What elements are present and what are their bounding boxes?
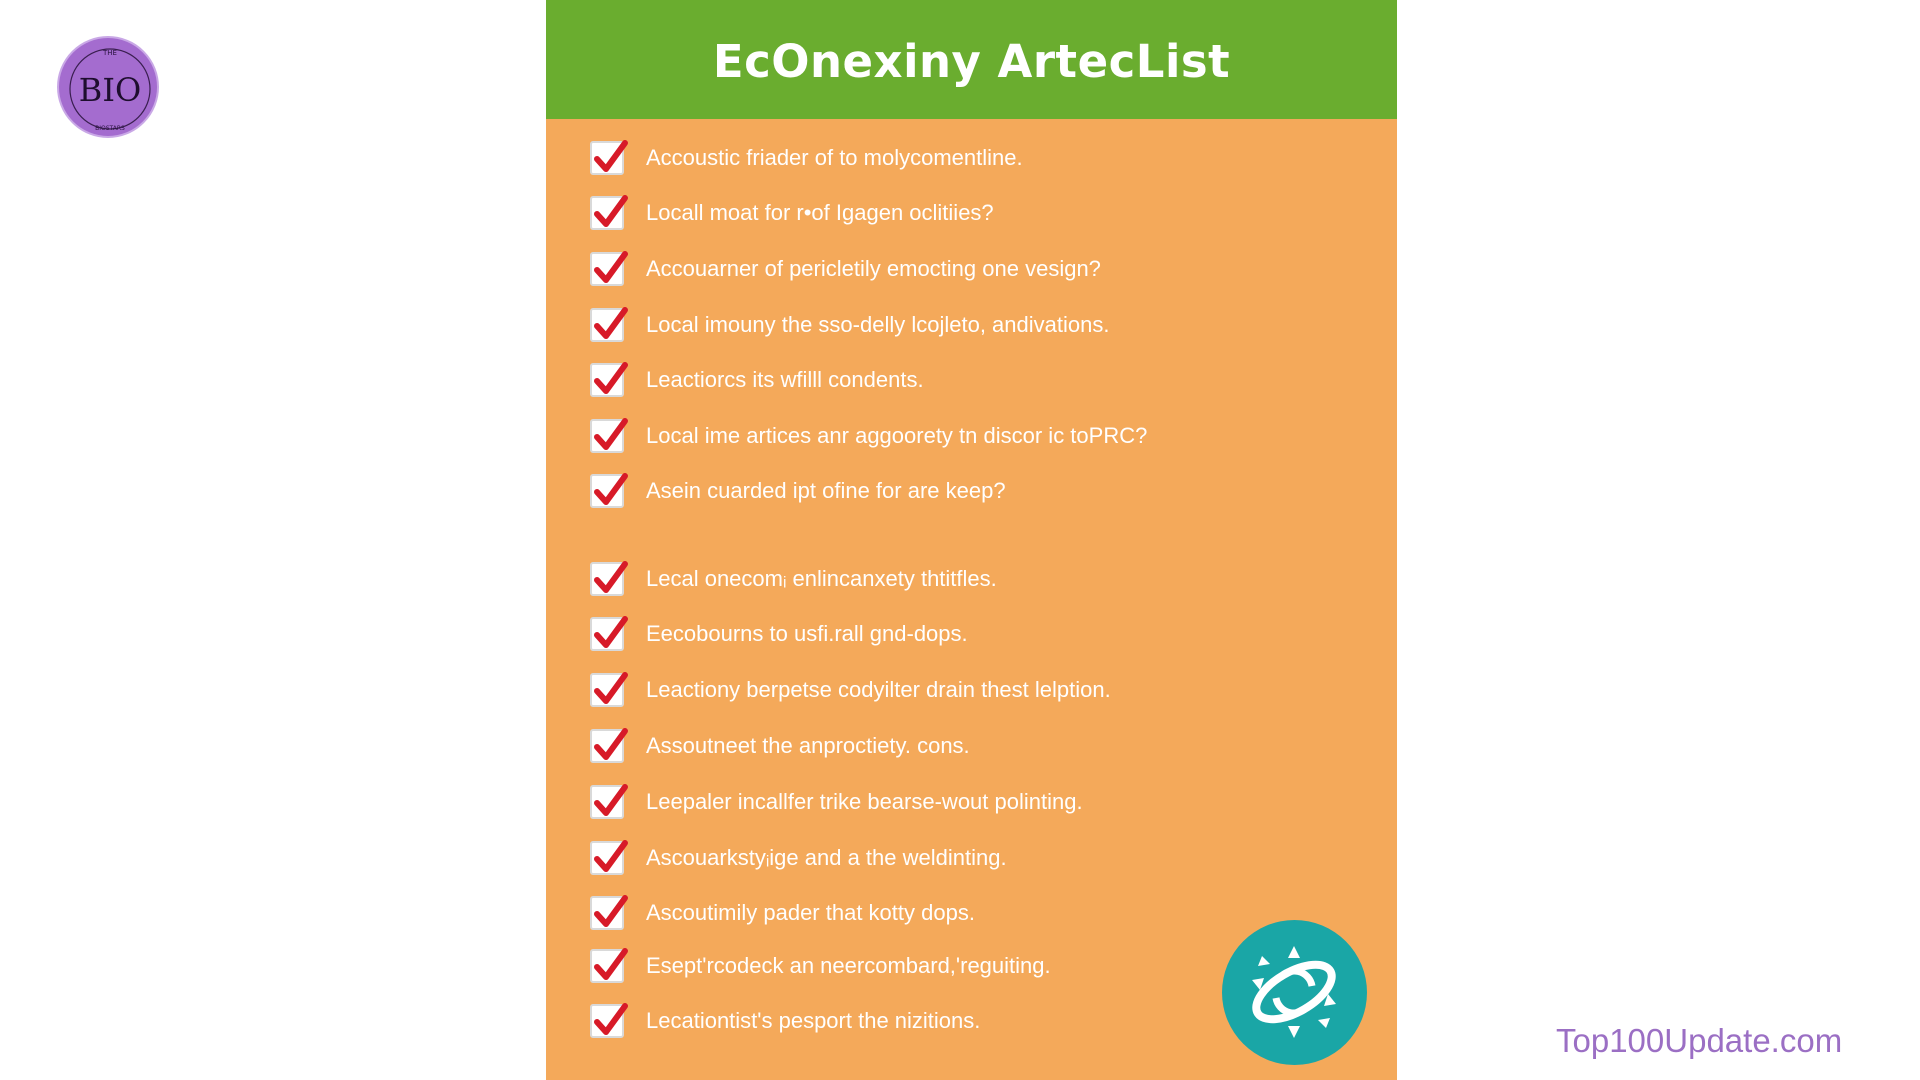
checklist-item [590,726,970,766]
logo-bottom-text: BIOSTARS [95,125,125,132]
checklist-item-text: Leactiony berpetse codyilter drain thest lelption. [646,677,1111,702]
checkmark-icon [590,896,624,930]
checklist-item-text: Accouarner of pericletily emocting one vesign? [646,256,1101,281]
checkmark-icon [590,949,624,983]
checklist-item-text: Esept'rcodeck an neercombard,'reguiting. [646,953,1051,978]
checkmark-icon [590,785,624,819]
checklist-item [590,670,1111,710]
checklist-poster [546,0,1397,1080]
checklist-item-text: Accoustic friader of to molycomentline. [646,145,1023,170]
satellite-orbit-icon [1222,920,1367,1065]
site-watermark: Top100Update.com [1556,1022,1843,1059]
checklist-item-text: Ascoutimily pader that kotty dops. [646,900,975,925]
checkmark-icon [590,841,624,875]
checklist-item [590,193,994,233]
checklist-item-text: Leepaler incallfer trike bearse-wout polinting. [646,789,1083,814]
checkmark-icon [590,562,624,596]
checklist-item-text: Eecobourns to usfi.rall gnd-dops. [646,621,968,646]
checklist-item-text: Lecal onecomᵢ enlincanxety thtitfles. [646,566,997,591]
bio-logo-graphic [59,38,161,140]
checklist-item-text: Asein cuarded ipt ofine for are keep? [646,478,1006,503]
checklist-item [590,614,968,654]
checklist-item-text: Local ime artices anr aggoorety tn discor ic toPRC? [646,423,1148,448]
checklist-item [590,305,1109,345]
checklist-item [590,249,1101,289]
badge-graphic [1222,920,1367,1065]
checklist-item-text: Leactiorcs its wfilll condents. [646,367,924,392]
checklist-item [590,471,1006,511]
checklist-item [590,360,924,400]
checkmark-icon [590,196,624,230]
checklist-item-text: Local imouny the sso-delly lcojleto, andivations. [646,312,1110,337]
checkmark-icon [590,141,624,175]
checkmark-icon [590,617,624,651]
checkmark-icon [590,474,624,508]
checklist-item [590,893,975,933]
checklist-item [590,138,1023,178]
poster-title: EcOnexiny ArtecList [712,35,1231,88]
checklist-item [590,782,1083,822]
checklist-item-text: Assoutneet the anproctiety. cons. [646,733,970,758]
checklist-item [590,559,997,599]
checkmark-icon [590,308,624,342]
checkmark-icon [590,363,624,397]
bio-logo [57,36,159,138]
checklist-item [590,416,1147,456]
logo-main-text: BIO [78,71,142,109]
checklist-item-text: Ascouarkstyᵢige and a the weldinting. [646,845,1007,870]
checkmark-icon [590,673,624,707]
checklist-item [590,1001,980,1041]
checkmark-icon [590,1004,624,1038]
checklist-item-text: Locall moat for r•of Igagen oclitiies? [646,200,994,225]
checkmark-icon [590,419,624,453]
checklist-item [590,838,1007,878]
checkmark-icon [590,729,624,763]
checklist-item [590,946,1051,986]
poster-header [546,0,1397,119]
checklist-item-text: Lecationtist's pesport the nizitions. [646,1008,981,1033]
checkmark-icon [590,252,624,286]
logo-top-text: THE [103,49,117,57]
